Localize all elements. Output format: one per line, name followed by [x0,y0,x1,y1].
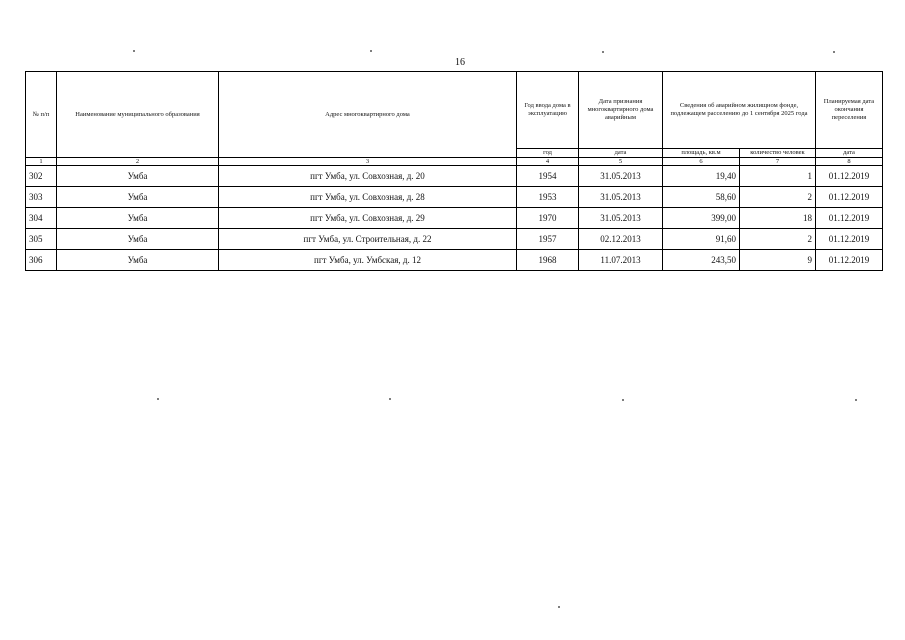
column-number: 7 [740,158,816,166]
cell-area: 399,00 [663,208,740,229]
cell-address: пгт Умба, ул. Совхозная, д. 28 [219,187,517,208]
cell-number: 306 [26,250,57,271]
scan-speck [855,399,857,401]
table-row [26,208,883,229]
cell-year: 1968 [517,250,579,271]
cell-year: 1954 [517,166,579,187]
cell-number: 302 [26,166,57,187]
column-number: 4 [517,158,579,166]
cell-number: 305 [26,229,57,250]
scan-speck [133,50,135,52]
cell-people: 1 [740,166,816,187]
page-number: 16 [455,57,465,68]
table-row [26,229,883,250]
header-year: Год ввода дома в эксплуатацию [517,72,579,149]
header-number: № п/п [26,72,57,158]
subheader-people: количество человек [740,149,816,158]
cell-year: 1953 [517,187,579,208]
subheader-year: год [517,149,579,158]
column-number: 3 [219,158,517,166]
cell-address: пгт Умба, ул. Умбская, д. 12 [219,250,517,271]
cell-plan-date: 01.12.2019 [816,250,883,271]
scan-speck [622,399,624,401]
table-row [26,187,883,208]
cell-municipality: Умба [57,187,219,208]
cell-plan-date: 01.12.2019 [816,229,883,250]
cell-people: 18 [740,208,816,229]
column-number: 6 [663,158,740,166]
cell-emergency-date: 02.12.2013 [579,229,663,250]
header-housing-info: Сведения об аварийном жилищном фонде, подлежащем расселению до 1 сентября 2025 года [663,72,816,149]
cell-municipality: Умба [57,208,219,229]
cell-plan-date: 01.12.2019 [816,187,883,208]
header-row [26,72,883,149]
cell-municipality: Умба [57,229,219,250]
subheader-plan-date: дата [816,149,883,158]
header-emergency-date: Дата признания многоквартирного дома аварийным [579,72,663,149]
cell-people: 2 [740,229,816,250]
cell-emergency-date: 31.05.2013 [579,166,663,187]
header-address: Адрес многоквартирного дома [219,72,517,158]
cell-people: 9 [740,250,816,271]
cell-number: 303 [26,187,57,208]
subheader-date: дата [579,149,663,158]
housing-registry-table [25,71,883,271]
scan-speck [389,398,391,400]
scan-speck [370,50,372,52]
scan-speck [602,51,604,53]
cell-area: 19,40 [663,166,740,187]
cell-year: 1957 [517,229,579,250]
column-number: 2 [57,158,219,166]
cell-address: пгт Умба, ул. Совхозная, д. 20 [219,166,517,187]
scan-speck [157,398,159,400]
cell-number: 304 [26,208,57,229]
header-municipality: Наименование муниципального образования [57,72,219,158]
cell-people: 2 [740,187,816,208]
cell-municipality: Умба [57,166,219,187]
cell-area: 243,50 [663,250,740,271]
header-planned-date: Планируемая дата окончания переселения [816,72,883,149]
table-row [26,250,883,271]
column-number: 5 [579,158,663,166]
subheader-area: площадь, кв.м [663,149,740,158]
column-number: 1 [26,158,57,166]
cell-emergency-date: 31.05.2013 [579,187,663,208]
cell-municipality: Умба [57,250,219,271]
column-number-row [26,158,883,166]
cell-emergency-date: 11.07.2013 [579,250,663,271]
cell-emergency-date: 31.05.2013 [579,208,663,229]
table-row [26,166,883,187]
scan-speck [558,606,560,608]
cell-year: 1970 [517,208,579,229]
cell-address: пгт Умба, ул. Строительная, д. 22 [219,229,517,250]
cell-plan-date: 01.12.2019 [816,208,883,229]
cell-area: 58,60 [663,187,740,208]
scan-speck [833,51,835,53]
cell-plan-date: 01.12.2019 [816,166,883,187]
cell-address: пгт Умба, ул. Совхозная, д. 29 [219,208,517,229]
cell-area: 91,60 [663,229,740,250]
column-number: 8 [816,158,883,166]
